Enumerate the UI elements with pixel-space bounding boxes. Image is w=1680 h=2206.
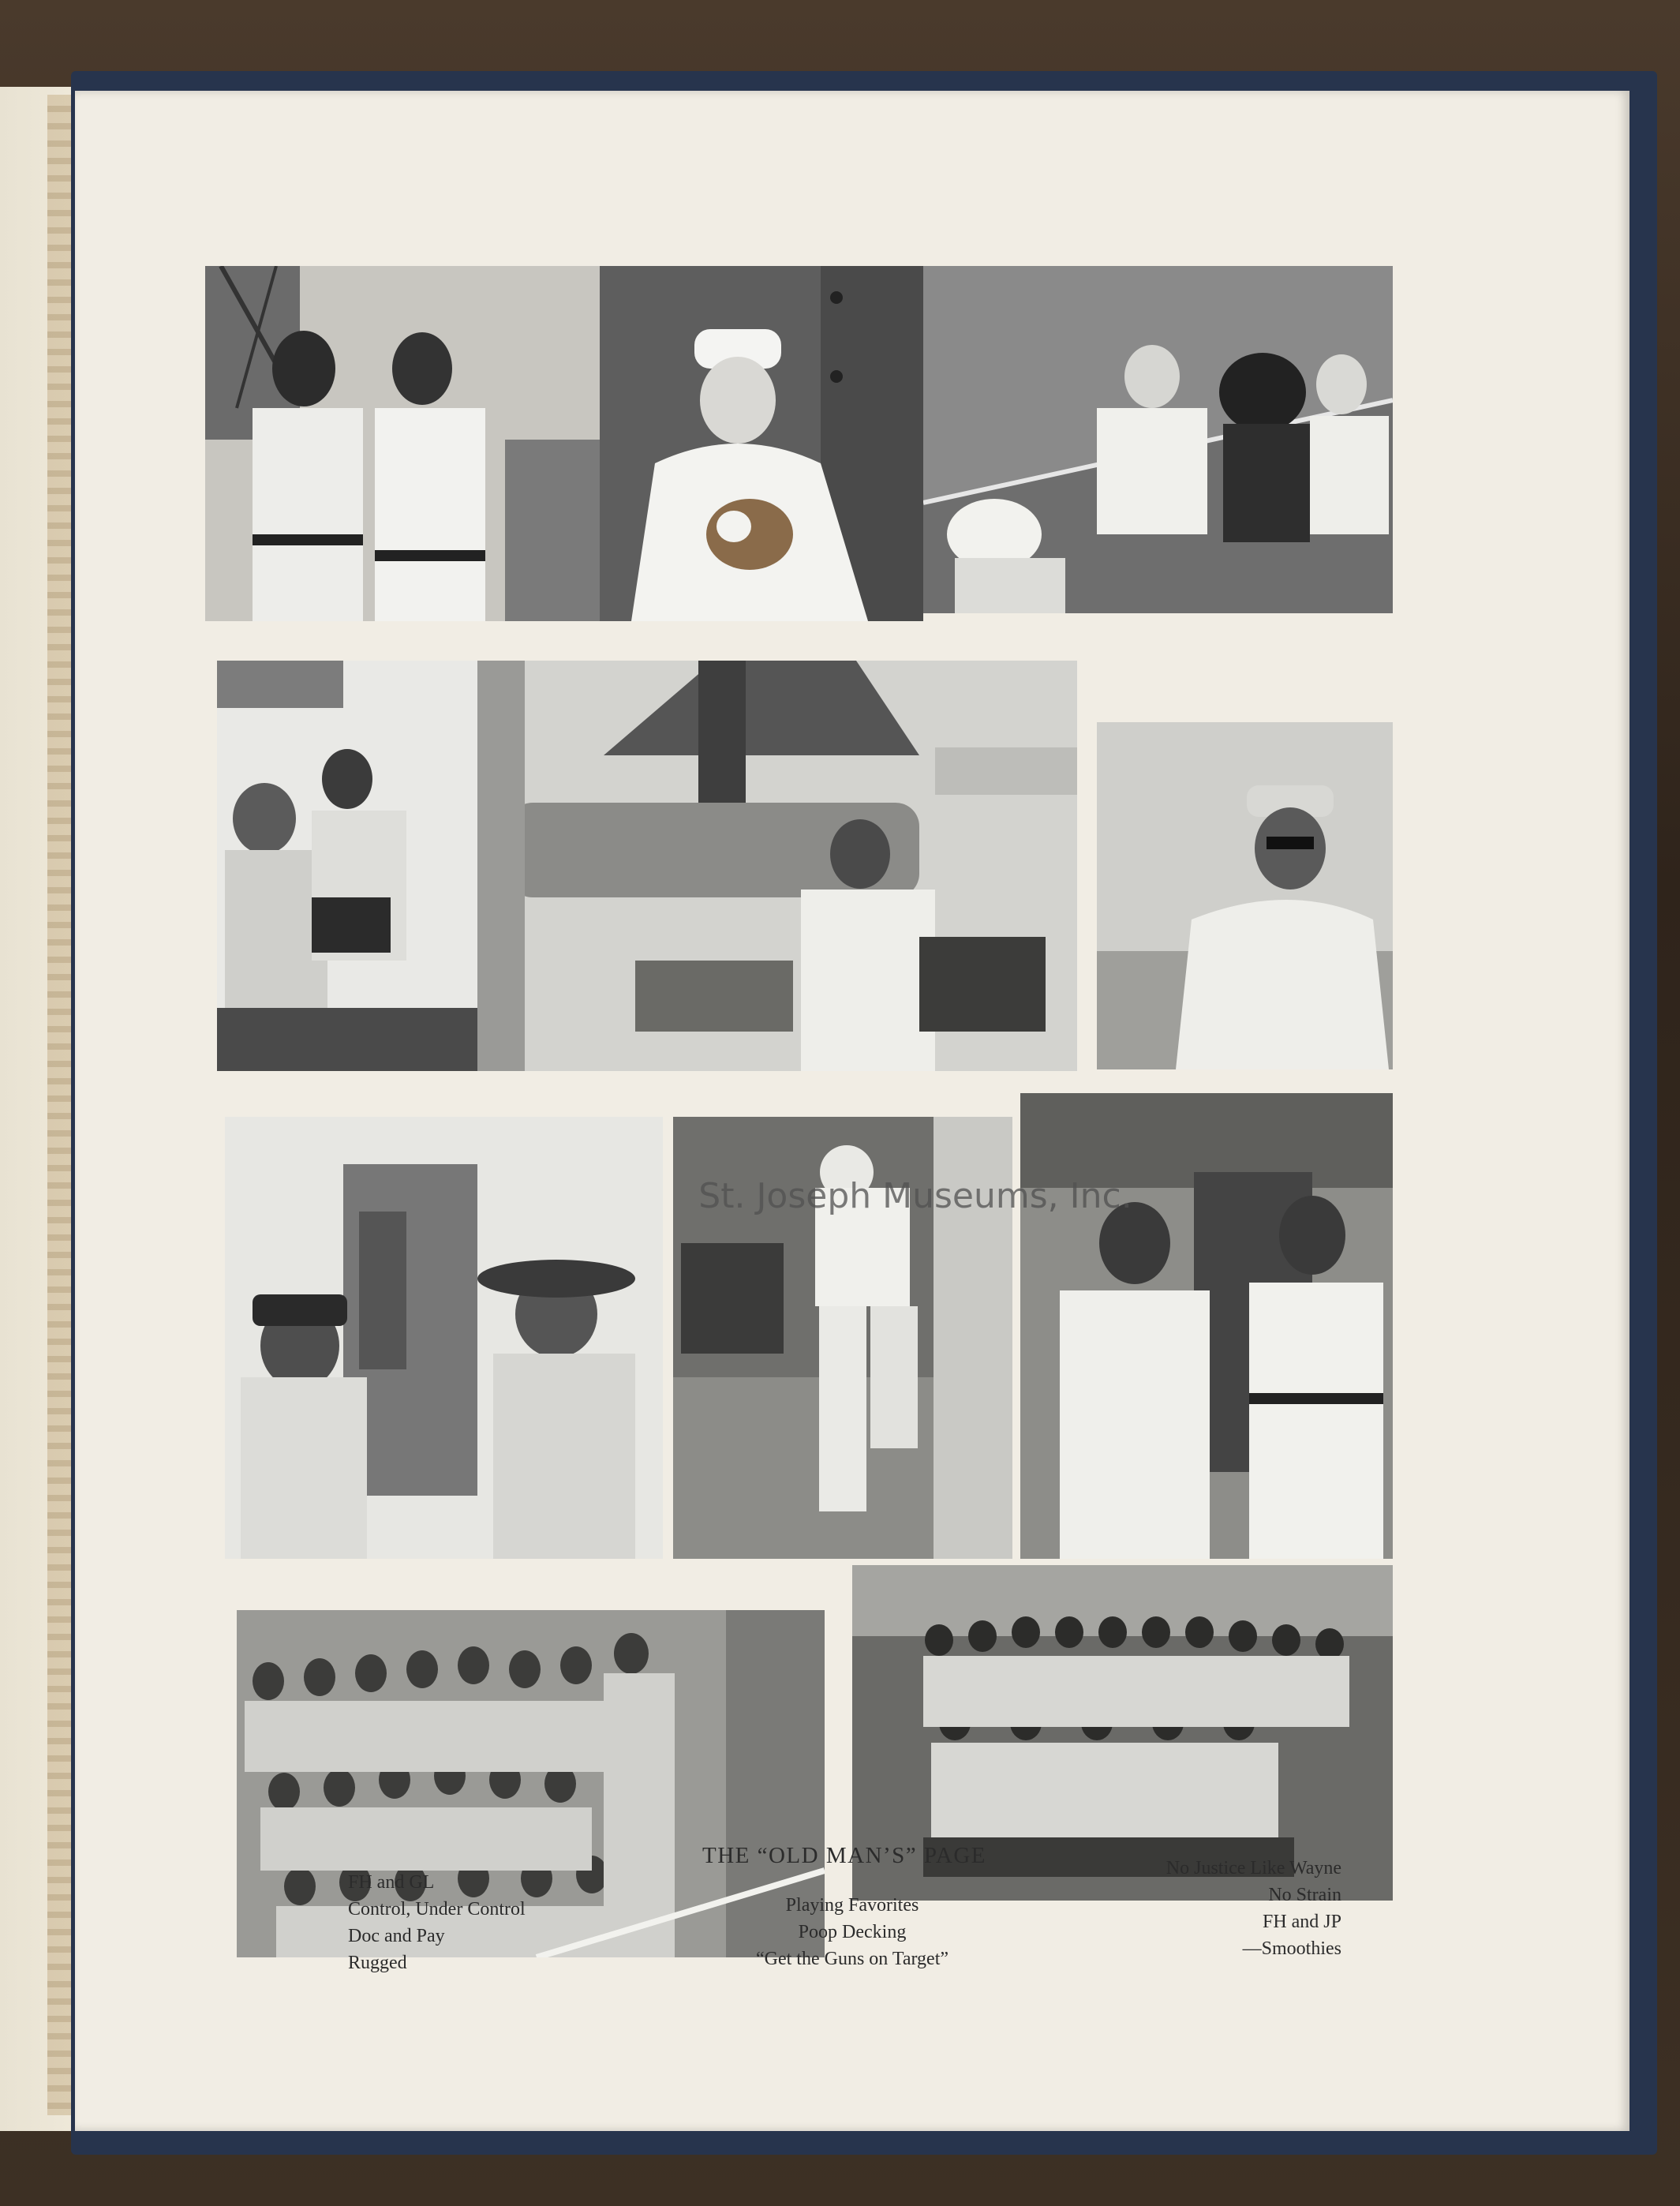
- caption-line: Doc and Pay: [348, 1926, 445, 1946]
- photo-officer-sunglasses: [1097, 722, 1393, 1069]
- caption-line: No Justice Like Wayne: [1166, 1858, 1341, 1878]
- photo-captain-and-officer-bridge: [225, 1117, 663, 1559]
- caption-column-middle: [687, 1892, 1018, 1972]
- book-spine: [47, 95, 71, 2115]
- caption-line: Control, Under Control: [348, 1899, 526, 1919]
- caption-line: Rugged: [348, 1953, 407, 1973]
- photo-two-officers-rigging: [205, 266, 600, 621]
- caption-line: FH and GL: [348, 1872, 435, 1893]
- photo-cook-with-dog: [600, 266, 923, 621]
- page-title: THE “OLD MAN’S” PAGE: [702, 1843, 986, 1868]
- photo-sailors-at-rail: [923, 266, 1393, 613]
- caption-line: Poop Decking: [798, 1922, 907, 1942]
- yearbook-page: [75, 91, 1629, 2131]
- caption-line: “Get the Guns on Target”: [755, 1949, 949, 1969]
- caption-line: —Smoothies: [1242, 1938, 1341, 1959]
- caption-column-left: [348, 1869, 526, 1976]
- caption-line: FH and JP: [1262, 1912, 1341, 1932]
- photo-gunners-headphones: [217, 661, 477, 1071]
- watermark-text: St. Joseph Museums, Inc.: [698, 1176, 1132, 1216]
- caption-column-right: [1105, 1855, 1341, 1962]
- photo-officer-gun-mount: [477, 661, 1077, 1071]
- caption-line: Playing Favorites: [785, 1895, 919, 1916]
- photo-two-officers-smiling: [1020, 1093, 1393, 1559]
- caption-line: No Strain: [1268, 1885, 1341, 1905]
